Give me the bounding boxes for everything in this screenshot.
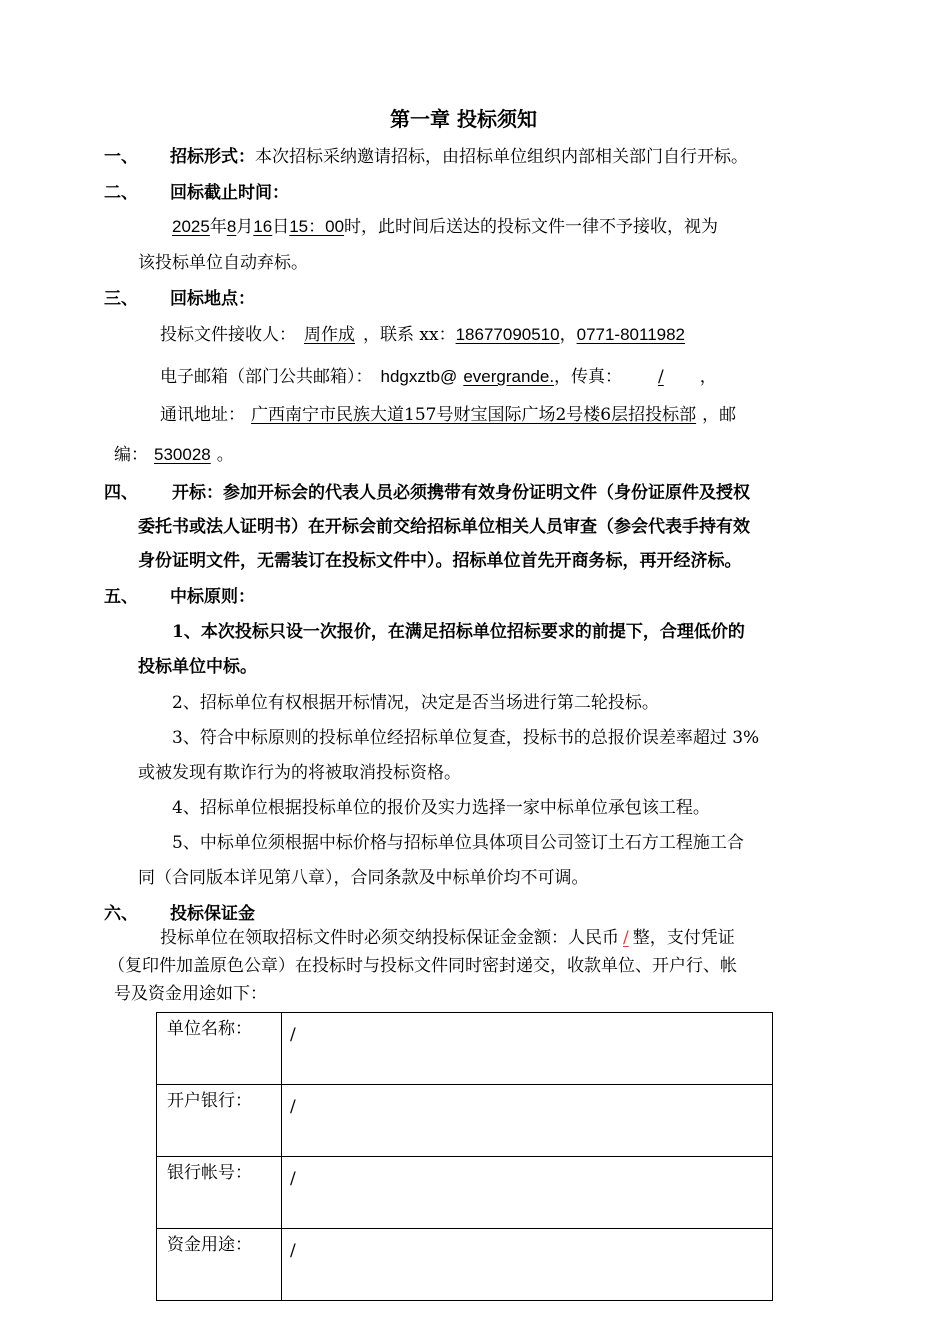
deposit-line-3: 号及资金用途如下：	[114, 984, 267, 1004]
section-5-number: 五、	[104, 587, 138, 607]
table-value-cell: /	[282, 1229, 773, 1301]
postcode-label-1: ，邮	[702, 405, 737, 425]
table-label-cell: 单位名称：	[157, 1013, 282, 1085]
phone-separator: ，	[559, 325, 577, 345]
section-1-heading: 招标形式：	[170, 147, 255, 167]
section-4-line-3: 身份证明文件，无需装订在投标文件中）。招标单位首先开商务标，再开经济标。	[138, 551, 742, 571]
postcode-end: 。	[216, 445, 234, 465]
email-part-1: hdgxztb@	[380, 367, 458, 386]
principle-3-line-1: 3、符合中标原则的投标单位经招标单位复查，投标书的总报价误差率超过 3%	[172, 728, 760, 748]
bank-info-table	[156, 1012, 773, 1301]
deposit-amount: /	[623, 928, 629, 948]
deadline-rest: 时，此时间后送达的投标文件一律不予接收，视为	[344, 217, 719, 237]
day-char: 日	[272, 217, 290, 237]
deposit-line-1	[160, 927, 735, 949]
fax-label: ，传真：	[554, 367, 623, 387]
principle-3-line-2: 或被发现有欺诈行为的将被取消投标资格。	[138, 763, 461, 783]
section-2-heading: 回标截止时间：	[170, 183, 289, 203]
section-1-number: 一、	[104, 147, 138, 167]
section-3-number: 三、	[104, 289, 138, 309]
page-title: 第一章 投标须知	[390, 107, 537, 131]
email-part-2: evergrande.	[463, 367, 555, 386]
principle-1-line-1: 1、本次投标只设一次报价，在满足招标单位招标要求的前提下，合理低价的	[172, 622, 745, 642]
table-value-cell: /	[282, 1157, 773, 1229]
section-1-line	[170, 146, 748, 168]
table-value-cell: /	[282, 1013, 773, 1085]
table-row	[157, 1157, 773, 1229]
principle-1-line-2: 投标单位中标。	[138, 657, 257, 677]
deposit-line-2: （复印件加盖原色公章）在投标时与投标文件同时密封递交，收款单位、开户行、帐	[108, 956, 737, 976]
principle-4: 4、招标单位根据投标单位的报价及实力选择一家中标单位承包该工程。	[172, 798, 710, 818]
receiver-label: 投标文件接收人：	[160, 325, 296, 345]
principle-2: 2、招标单位有权根据开标情况，决定是否当场进行第二轮投标。	[172, 693, 659, 713]
section-6-number: 六、	[104, 904, 138, 924]
postcode-value: 530028	[154, 445, 211, 464]
deadline-day: 16	[253, 217, 273, 236]
principle-5-line-2: 同（合同版本详见第八章），合同条款及中标单价均不可调。	[138, 868, 589, 888]
month-char: 月	[236, 217, 254, 237]
deadline-line-2: 该投标单位自动弃标。	[138, 253, 308, 273]
table-label-cell: 资金用途：	[157, 1229, 282, 1301]
principle-5-line-1: 5、中标单位须根据中标价格与招标单位具体项目公司签订土石方工程施工合	[172, 833, 744, 853]
email-label: 电子邮箱（部门公共邮箱）：	[160, 367, 373, 387]
section-6-heading: 投标保证金	[170, 904, 255, 924]
section-3-heading: 回标地点：	[170, 289, 255, 309]
section-1-text: 本次招标采纳邀请招标，由招标单位组织内部相关部门自行开标。	[255, 147, 748, 167]
section-5-heading: 中标原则：	[170, 587, 255, 607]
section-4-line-2: 委托书或法人证明书）在开标会前交给招标单位相关人员审查（参会代表手持有效	[138, 517, 750, 537]
address-line	[160, 404, 736, 426]
table-label-cell: 银行帐号：	[157, 1157, 282, 1229]
section-4-number: 四、	[104, 483, 138, 503]
postcode-line	[114, 444, 234, 466]
phone-1: 18677090510	[455, 325, 560, 344]
table-label-cell: 开户银行：	[157, 1085, 282, 1157]
section-2-number: 二、	[104, 183, 138, 203]
year-char: 年	[209, 217, 227, 237]
postcode-label-2: 编：	[114, 445, 148, 465]
table-value-cell: /	[282, 1085, 773, 1157]
deadline-line	[172, 216, 718, 238]
address-label: 通讯地址：	[160, 405, 245, 425]
address-value: 广西南宁市民族大道157号财宝国际广场2号楼6层招投标部	[251, 405, 697, 425]
contact-label: ，联系 xx：	[363, 325, 456, 345]
fax-end: ，	[699, 367, 717, 387]
deposit-text: 投标单位在领取招标文件时必须交纳投标保证金金额：人民币	[160, 928, 619, 948]
email-line	[160, 366, 717, 388]
receiver-name: 周作成	[304, 325, 355, 345]
fax-value: /	[658, 367, 664, 387]
receiver-line	[160, 324, 685, 346]
deadline-month: 8	[226, 217, 237, 236]
deposit-text-end: 整，支付凭证	[632, 928, 735, 948]
table-row	[157, 1013, 773, 1085]
table-row	[157, 1085, 773, 1157]
phone-2: 0771-8011982	[576, 325, 686, 344]
table-row	[157, 1229, 773, 1301]
deadline-year: 2025	[172, 217, 210, 236]
section-4-line-1: 开标：参加开标会的代表人员必须携带有效身份证明文件（身份证原件及授权	[172, 483, 750, 503]
deadline-time: 15：00	[289, 217, 345, 236]
